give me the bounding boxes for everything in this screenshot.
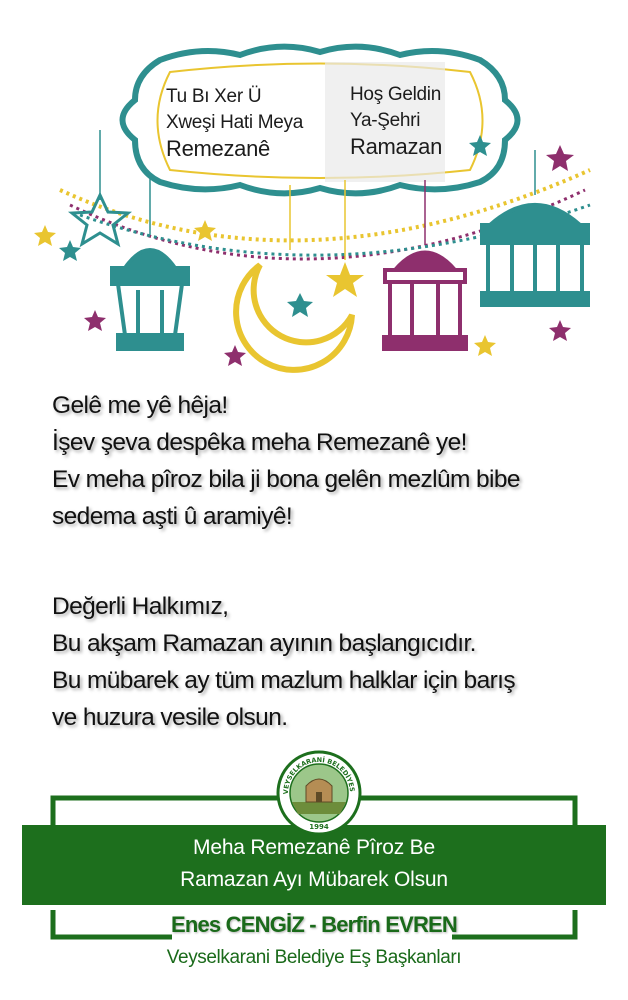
lantern-teal-right — [482, 205, 588, 305]
star-icon — [326, 262, 364, 297]
banner-right-line-2: Ya-Şehri — [350, 110, 421, 131]
message-line: Bu akşam Ramazan ayının başlangıcıdır. — [52, 630, 476, 657]
band-line-1: Meha Remezanê Pîroz Be — [193, 836, 435, 859]
message-line: Bu mübarek ay tüm mazlum halklar için barış — [52, 667, 516, 694]
message-kurdish — [52, 387, 612, 535]
banner-left-line-1: Tu Bı Xer Ü — [166, 86, 262, 107]
star-icon — [287, 293, 313, 317]
banner-right-line-1: Hoş Geldin — [350, 84, 441, 105]
banner-left-line-2: Xweşi Hati Meya — [166, 112, 303, 133]
seal-year: 1994 — [309, 823, 329, 831]
message-turkish — [52, 588, 612, 736]
message-line: Değerli Halkımız, — [52, 593, 229, 620]
message-line: ve huzura vesile olsun. — [52, 704, 288, 731]
lantern-purple — [384, 253, 466, 350]
message-line: İşev şeva despêka meha Remezanê ye! — [52, 429, 467, 456]
star-icon — [72, 195, 128, 244]
band-line-2: Ramazan Ayı Mübarek Olsun — [180, 868, 448, 891]
message-line: Ev meha pîroz bila ji bona gelên mezlûm bibe — [52, 466, 520, 493]
banner-right-text — [350, 82, 442, 160]
banner-left-text — [166, 84, 303, 162]
banner-right-line-3: Ramazan — [350, 134, 443, 159]
ramadan-decoration — [0, 0, 628, 390]
message-line: Gelê me yê hêja! — [52, 392, 228, 419]
signature-names: Enes CENGİZ - Berfin EVREN — [170, 912, 458, 937]
banner-left-line-3: Remezanê — [166, 136, 270, 161]
lantern-teal-left — [112, 250, 188, 349]
municipality-seal-logo — [276, 750, 362, 836]
message-line: sedema aşti û aramiyê! — [52, 503, 293, 530]
seal-name: VEYSELKARANİ BELEDİYES — [281, 755, 357, 795]
signature-title: Veyselkarani Belediye Eş Başkanları — [166, 947, 462, 968]
